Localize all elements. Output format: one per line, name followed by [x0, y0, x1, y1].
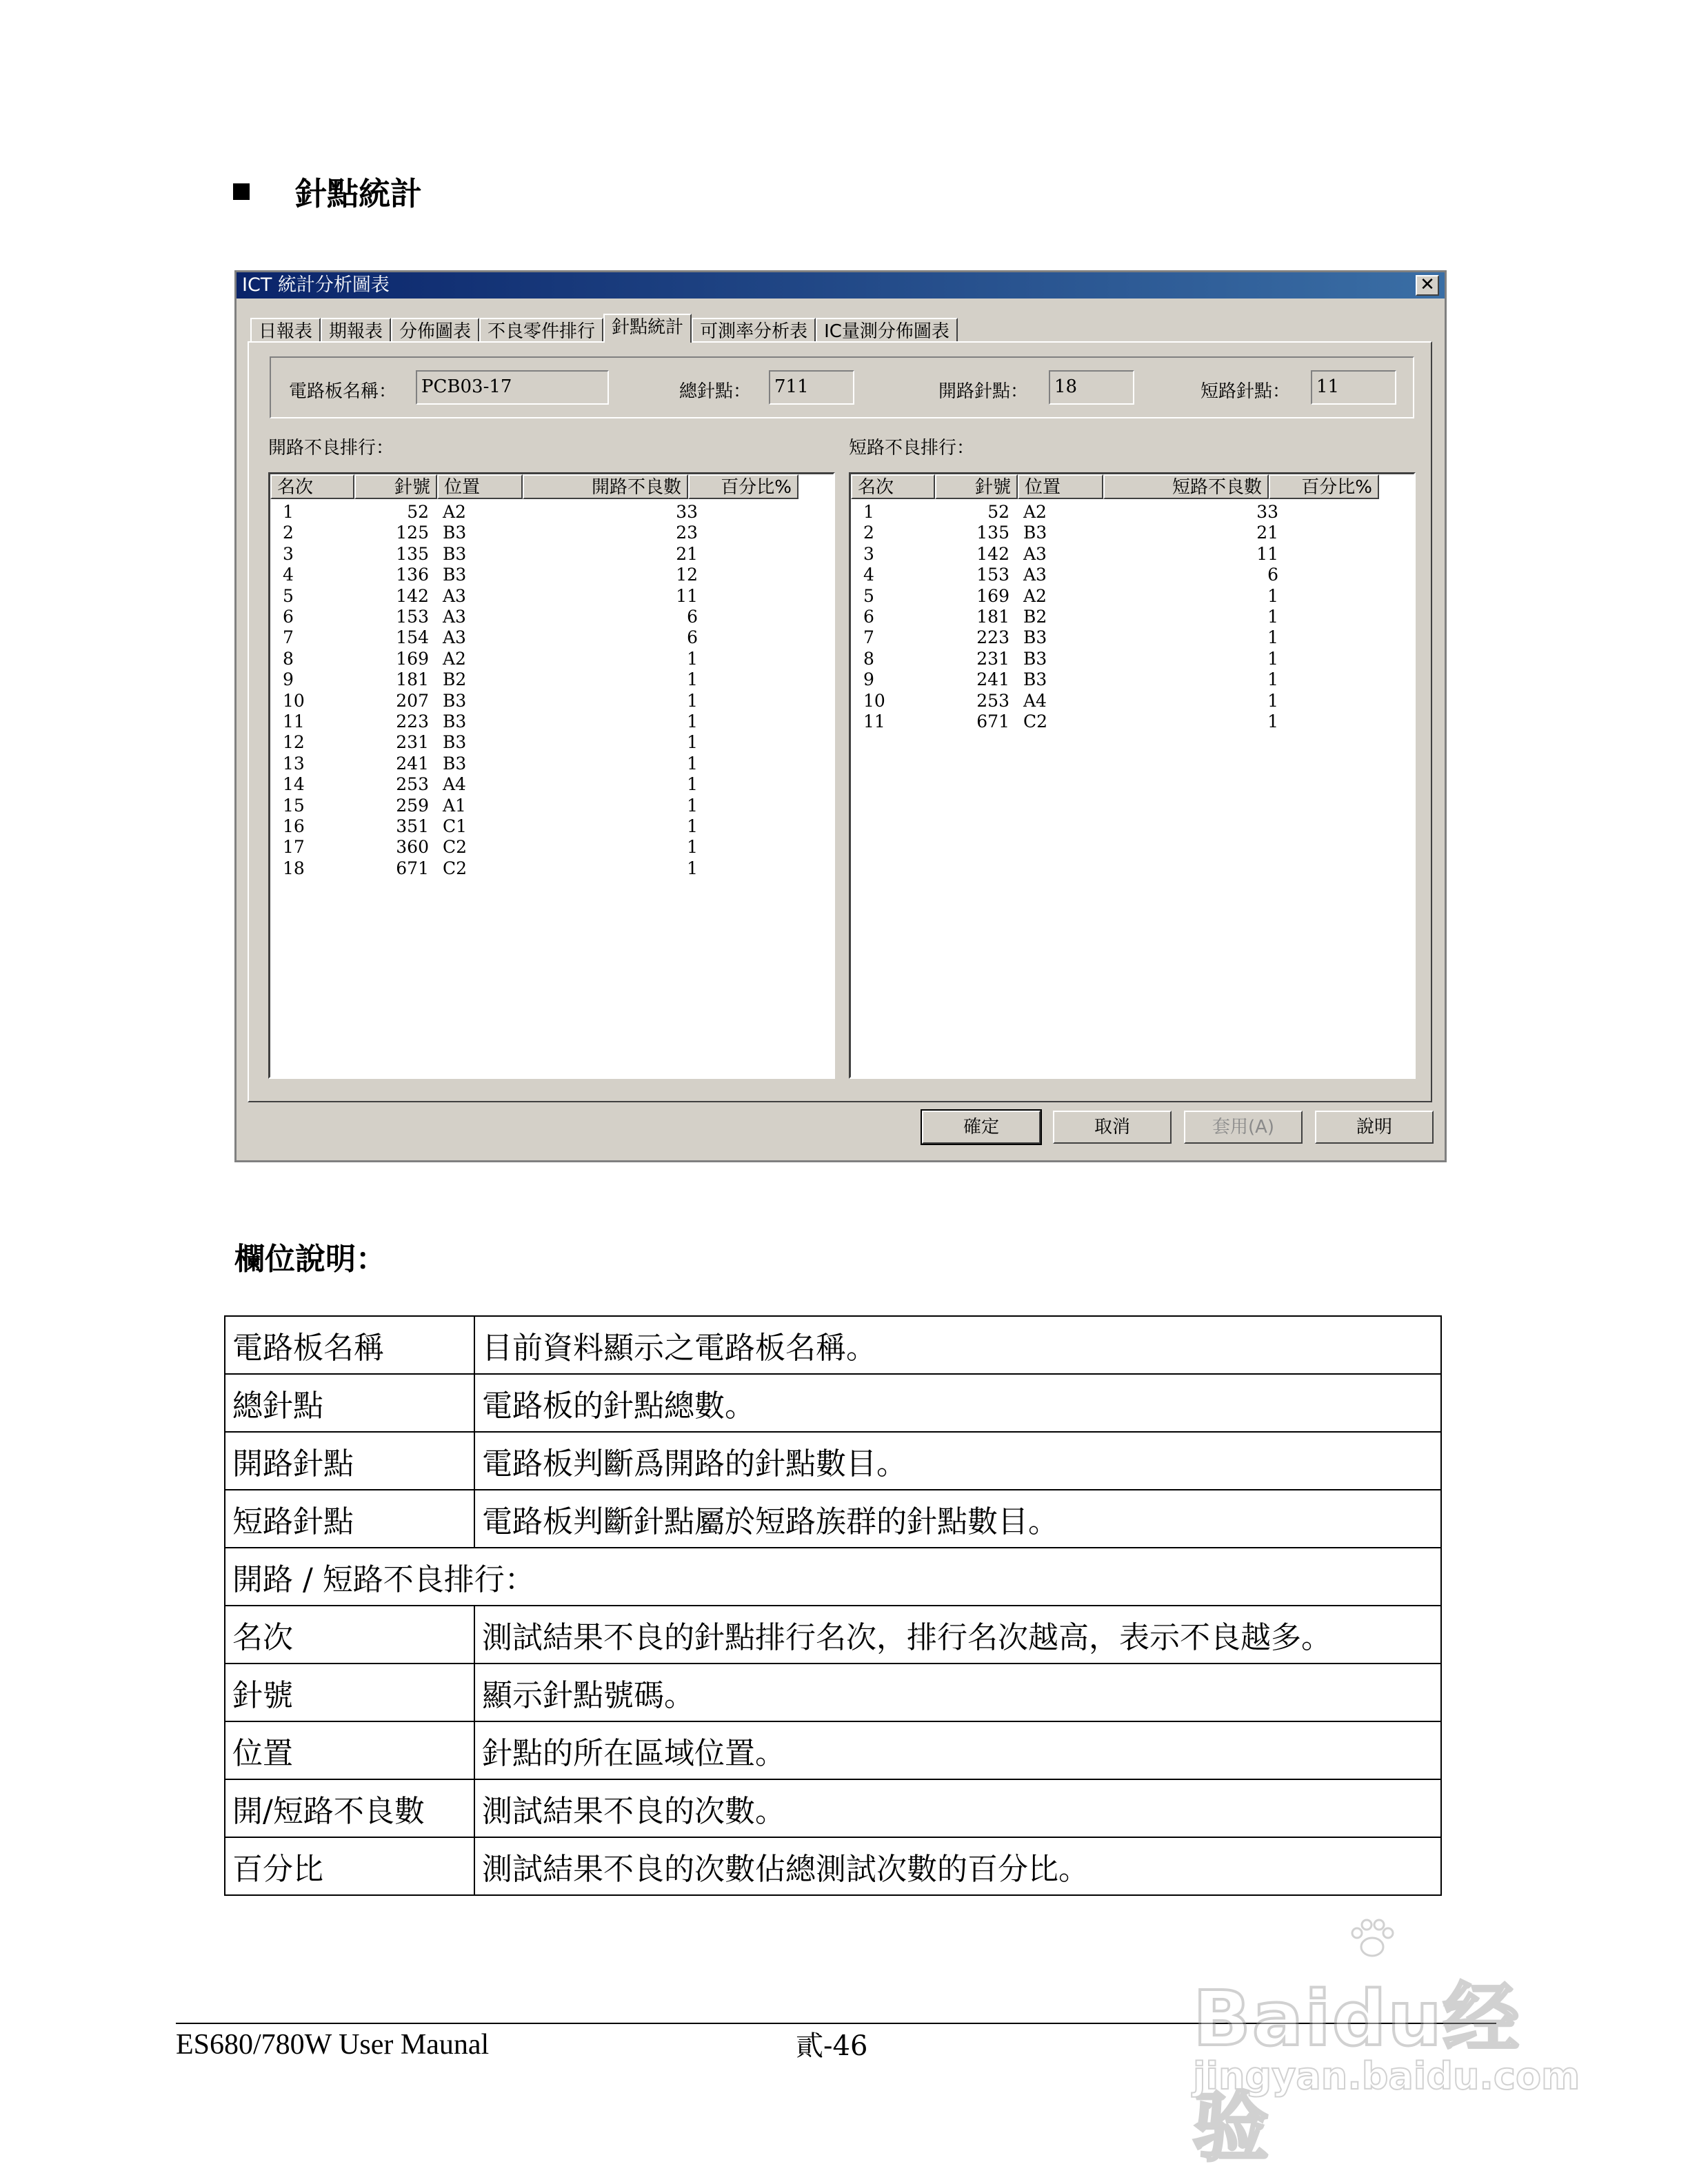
table-row[interactable]: [270, 649, 833, 669]
table-row[interactable]: [270, 586, 833, 607]
section-heading: [233, 169, 422, 214]
table-row[interactable]: [270, 858, 833, 879]
footer-manual-title: ES680/780W User Maunal: [176, 2029, 490, 2061]
count-cell: 1: [687, 690, 698, 711]
table-row[interactable]: [270, 565, 833, 585]
col-pin-no[interactable]: 針號: [935, 474, 1018, 499]
rank-cell: 5: [863, 585, 874, 606]
table-row[interactable]: [270, 774, 833, 795]
pin-cell: 241: [976, 669, 1009, 690]
position-cell: B3: [443, 565, 467, 585]
rank-cell: 8: [283, 648, 294, 669]
list-header: [270, 474, 798, 499]
description-row: [225, 1432, 1441, 1490]
tab-strip: [250, 315, 958, 343]
position-cell: B3: [443, 523, 467, 543]
position-cell: A2: [443, 502, 466, 522]
description-value: 電路板的針點總數。: [474, 1374, 1441, 1432]
description-key: 總針點: [225, 1374, 474, 1432]
count-cell: 1: [687, 816, 698, 836]
col-open-count[interactable]: 開路不良數: [523, 474, 688, 499]
position-cell: B3: [443, 732, 467, 753]
rank-cell: 4: [283, 565, 294, 585]
rank-cell: 11: [863, 711, 885, 731]
tab-daily-report[interactable]: 日報表: [250, 318, 321, 343]
pin-cell: 169: [396, 648, 429, 669]
description-value: 針點的所在區域位置。: [474, 1721, 1441, 1779]
table-row[interactable]: [270, 754, 833, 774]
position-cell: B2: [443, 669, 467, 690]
count-cell: 33: [1256, 502, 1278, 522]
count-cell: 1: [1267, 669, 1278, 690]
rank-cell: 1: [283, 502, 294, 522]
tab-panel: [248, 341, 1432, 1102]
count-cell: 1: [1267, 648, 1278, 669]
rank-cell: 12: [283, 732, 305, 753]
short-ranking-label: 短路不良排行：: [849, 438, 975, 458]
pin-cell: 253: [396, 774, 429, 795]
description-row: [225, 1837, 1441, 1895]
count-cell: 1: [1267, 607, 1278, 627]
description-row: [225, 1548, 1441, 1606]
table-row[interactable]: [270, 837, 833, 858]
table-row[interactable]: [270, 607, 833, 627]
board-name-label: 電路板名稱：: [289, 381, 397, 402]
pin-cell: 253: [976, 690, 1009, 711]
description-key: 開路針點: [225, 1432, 474, 1490]
table-row[interactable]: [270, 816, 833, 837]
apply-button[interactable]: 套用(A): [1184, 1111, 1303, 1144]
description-key: 名次: [225, 1606, 474, 1664]
rank-cell: 7: [863, 627, 874, 648]
paw-icon: [1345, 1917, 1400, 1958]
tab-pin-statistics[interactable]: 針點統計: [603, 314, 692, 343]
pin-cell: 223: [976, 627, 1009, 648]
col-position[interactable]: 位置: [1018, 474, 1103, 499]
description-value: 電路板判斷針點屬於短路族群的針點數目。: [474, 1490, 1441, 1548]
pin-cell: 169: [976, 585, 1009, 606]
col-rank[interactable]: 名次: [270, 474, 354, 499]
count-cell: 6: [687, 627, 698, 648]
description-row: [225, 1779, 1441, 1837]
position-cell: B3: [443, 543, 467, 564]
col-short-count[interactable]: 短路不良數: [1103, 474, 1269, 499]
count-cell: 11: [676, 585, 698, 606]
rank-cell: 3: [863, 543, 874, 564]
position-cell: B3: [443, 690, 467, 711]
description-key: 針號: [225, 1664, 474, 1721]
rank-cell: 2: [283, 523, 294, 543]
pin-cell: 231: [396, 732, 429, 753]
position-cell: B3: [1023, 669, 1047, 690]
open-ranking-list[interactable]: [268, 472, 835, 1079]
pin-cell: 223: [396, 711, 429, 731]
pin-cell: 351: [396, 816, 429, 836]
description-value: 測試結果不良的針點排行名次，排行名次越高，表示不良越多。: [474, 1606, 1441, 1664]
rank-cell: 16: [283, 816, 305, 836]
position-cell: A3: [443, 607, 466, 627]
pin-cell: 52: [407, 502, 429, 522]
pin-cell: 153: [976, 565, 1009, 585]
pin-cell: 671: [396, 858, 429, 878]
count-cell: 21: [676, 543, 698, 564]
table-row[interactable]: [851, 523, 1414, 543]
count-cell: 33: [676, 502, 698, 522]
count-cell: 1: [687, 648, 698, 669]
count-cell: 1: [687, 795, 698, 816]
position-cell: A2: [1023, 502, 1047, 522]
description-row: [225, 1490, 1441, 1548]
description-key: 開路 / 短路不良排行：: [225, 1548, 1441, 1606]
table-row[interactable]: [851, 711, 1414, 732]
rank-cell: 6: [863, 607, 874, 627]
count-cell: 1: [687, 753, 698, 774]
close-button[interactable]: ✕: [1416, 275, 1439, 296]
rank-cell: 15: [283, 795, 305, 816]
position-cell: A3: [1023, 565, 1047, 585]
description-value: 測試結果不良的次數。: [474, 1779, 1441, 1837]
cancel-button[interactable]: 取消: [1053, 1111, 1172, 1144]
bullet-square-icon: [233, 183, 250, 200]
rank-cell: 14: [283, 774, 305, 795]
list-header: [851, 474, 1379, 499]
ok-button[interactable]: 確定: [922, 1111, 1041, 1144]
position-cell: A3: [443, 627, 466, 648]
rank-cell: 9: [863, 669, 874, 690]
pin-cell: 231: [976, 648, 1009, 669]
rank-cell: 10: [283, 690, 305, 711]
table-row[interactable]: [270, 691, 833, 711]
col-percent[interactable]: 百分比%: [1269, 474, 1379, 499]
ict-statistics-dialog: [234, 270, 1447, 1162]
table-row[interactable]: [851, 649, 1414, 669]
pin-cell: 207: [396, 690, 429, 711]
count-cell: 1: [687, 774, 698, 795]
rank-cell: 5: [283, 585, 294, 606]
position-cell: C2: [443, 837, 468, 858]
position-cell: B3: [1023, 523, 1047, 543]
count-cell: 1: [687, 858, 698, 878]
col-rank[interactable]: 名次: [851, 474, 935, 499]
table-row[interactable]: [851, 586, 1414, 607]
pin-cell: 52: [987, 502, 1009, 522]
description-row: [225, 1316, 1441, 1374]
table-row[interactable]: [851, 565, 1414, 585]
count-cell: 11: [1256, 543, 1278, 564]
summary-group: [270, 356, 1414, 418]
pin-cell: 154: [396, 627, 429, 648]
count-cell: 1: [687, 711, 698, 731]
rank-cell: 13: [283, 753, 305, 774]
col-percent[interactable]: 百分比%: [688, 474, 798, 499]
table-row[interactable]: [270, 627, 833, 648]
rank-cell: 3: [283, 543, 294, 564]
pin-cell: 136: [396, 565, 429, 585]
description-key: 開/短路不良數: [225, 1779, 474, 1837]
pin-cell: 125: [396, 523, 429, 543]
position-cell: A4: [443, 774, 466, 795]
table-row[interactable]: [270, 669, 833, 690]
rank-cell: 4: [863, 565, 874, 585]
pin-cell: 135: [396, 543, 429, 564]
table-row[interactable]: [851, 607, 1414, 627]
table-row[interactable]: [270, 796, 833, 816]
pin-cell: 241: [396, 753, 429, 774]
watermark-url: jingyan.baidu.com: [1193, 2054, 1580, 2098]
pin-cell: 153: [396, 607, 429, 627]
count-cell: 1: [1267, 627, 1278, 648]
position-cell: C2: [443, 858, 468, 878]
tab-testability-analysis[interactable]: 可測率分析表: [692, 318, 816, 343]
position-cell: B3: [1023, 627, 1047, 648]
position-cell: B3: [1023, 648, 1047, 669]
col-position[interactable]: 位置: [437, 474, 523, 499]
rank-cell: 18: [283, 858, 305, 878]
short-pins-label: 短路針點：: [1200, 381, 1291, 402]
pin-cell: 360: [396, 837, 429, 858]
dialog-title: ICT 統計分析圖表: [242, 274, 390, 296]
table-row[interactable]: [270, 523, 833, 543]
count-cell: 1: [687, 732, 698, 753]
description-key: 位置: [225, 1721, 474, 1779]
description-row: [225, 1664, 1441, 1721]
description-value: 顯示針點號碼。: [474, 1664, 1441, 1721]
tab-distribution-chart[interactable]: 分佈圖表: [391, 318, 479, 343]
rank-cell: 1: [863, 502, 874, 522]
section-title: 針點統計: [295, 175, 422, 212]
description-key: 短路針點: [225, 1490, 474, 1548]
position-cell: B3: [443, 711, 467, 731]
count-cell: 1: [687, 669, 698, 690]
table-row[interactable]: [851, 544, 1414, 565]
count-cell: 1: [1267, 585, 1278, 606]
table-row[interactable]: [270, 502, 833, 523]
pin-cell: 671: [976, 711, 1009, 731]
position-cell: A4: [1023, 690, 1047, 711]
count-cell: 1: [1267, 711, 1278, 731]
count-cell: 1: [1267, 690, 1278, 711]
rank-cell: 11: [283, 711, 305, 731]
position-cell: B3: [443, 753, 467, 774]
description-value: 目前資料顯示之電路板名稱。: [474, 1316, 1441, 1374]
count-cell: 6: [687, 607, 698, 627]
table-row[interactable]: [270, 732, 833, 753]
short-ranking-list[interactable]: [849, 472, 1416, 1079]
footer-page-number: 貳-46: [796, 2030, 868, 2062]
dialog-titlebar: [237, 272, 1445, 299]
position-cell: A2: [443, 648, 466, 669]
position-cell: A2: [1023, 585, 1047, 606]
short-pins-field[interactable]: 11: [1311, 370, 1396, 405]
rank-cell: 2: [863, 523, 874, 543]
baidu-watermark: [1186, 1917, 1580, 2172]
position-cell: A3: [443, 585, 466, 606]
count-cell: 21: [1256, 523, 1278, 543]
board-name-field[interactable]: PCB03-17: [416, 370, 609, 405]
position-cell: A1: [443, 795, 466, 816]
description-table: [224, 1315, 1442, 1896]
position-cell: A3: [1023, 543, 1047, 564]
open-pins-label: 開路針點：: [938, 381, 1029, 402]
description-value: 測試結果不良的次數佔總測試次數的百分比。: [474, 1837, 1441, 1895]
count-cell: 12: [676, 565, 698, 585]
watermark-brand: Baidu经验: [1193, 1974, 1520, 2172]
tab-period-report[interactable]: 期報表: [321, 318, 391, 343]
pin-cell: 135: [976, 523, 1009, 543]
rank-cell: 9: [283, 669, 294, 690]
pin-cell: 181: [396, 669, 429, 690]
rank-cell: 10: [863, 690, 885, 711]
count-cell: 23: [676, 523, 698, 543]
open-pins-field[interactable]: 18: [1049, 370, 1134, 405]
description-value: 電路板判斷爲開路的針點數目。: [474, 1432, 1441, 1490]
total-pins-field[interactable]: 711: [769, 370, 854, 405]
total-pins-label: 總針點：: [679, 381, 752, 402]
description-row: [225, 1606, 1441, 1664]
rank-cell: 8: [863, 648, 874, 669]
count-cell: 1: [687, 837, 698, 858]
count-cell: 6: [1267, 565, 1278, 585]
pin-cell: 142: [976, 543, 1009, 564]
help-button[interactable]: 說明: [1315, 1111, 1434, 1144]
rank-cell: 17: [283, 837, 305, 858]
description-heading: 欄位說明：: [234, 1242, 386, 1277]
tab-ic-measure-distribution[interactable]: IC量測分佈圖表: [816, 318, 958, 343]
description-key: 百分比: [225, 1837, 474, 1895]
table-row[interactable]: [851, 669, 1414, 690]
pin-cell: 259: [396, 795, 429, 816]
position-cell: B2: [1023, 607, 1047, 627]
table-row[interactable]: [851, 502, 1414, 523]
table-row[interactable]: [851, 627, 1414, 648]
tab-defect-part-ranking[interactable]: 不良零件排行: [479, 318, 603, 343]
description-key: 電路板名稱: [225, 1316, 474, 1374]
position-cell: C1: [443, 816, 468, 836]
open-ranking-label: 開路不良排行：: [268, 438, 394, 458]
table-row[interactable]: [851, 691, 1414, 711]
table-row[interactable]: [270, 544, 833, 565]
rank-cell: 7: [283, 627, 294, 648]
description-row: [225, 1374, 1441, 1432]
pin-cell: 142: [396, 585, 429, 606]
table-row[interactable]: [270, 711, 833, 732]
position-cell: C2: [1023, 711, 1048, 731]
description-row: [225, 1721, 1441, 1779]
col-pin-no[interactable]: 針號: [354, 474, 437, 499]
pin-cell: 181: [976, 607, 1009, 627]
rank-cell: 6: [283, 607, 294, 627]
